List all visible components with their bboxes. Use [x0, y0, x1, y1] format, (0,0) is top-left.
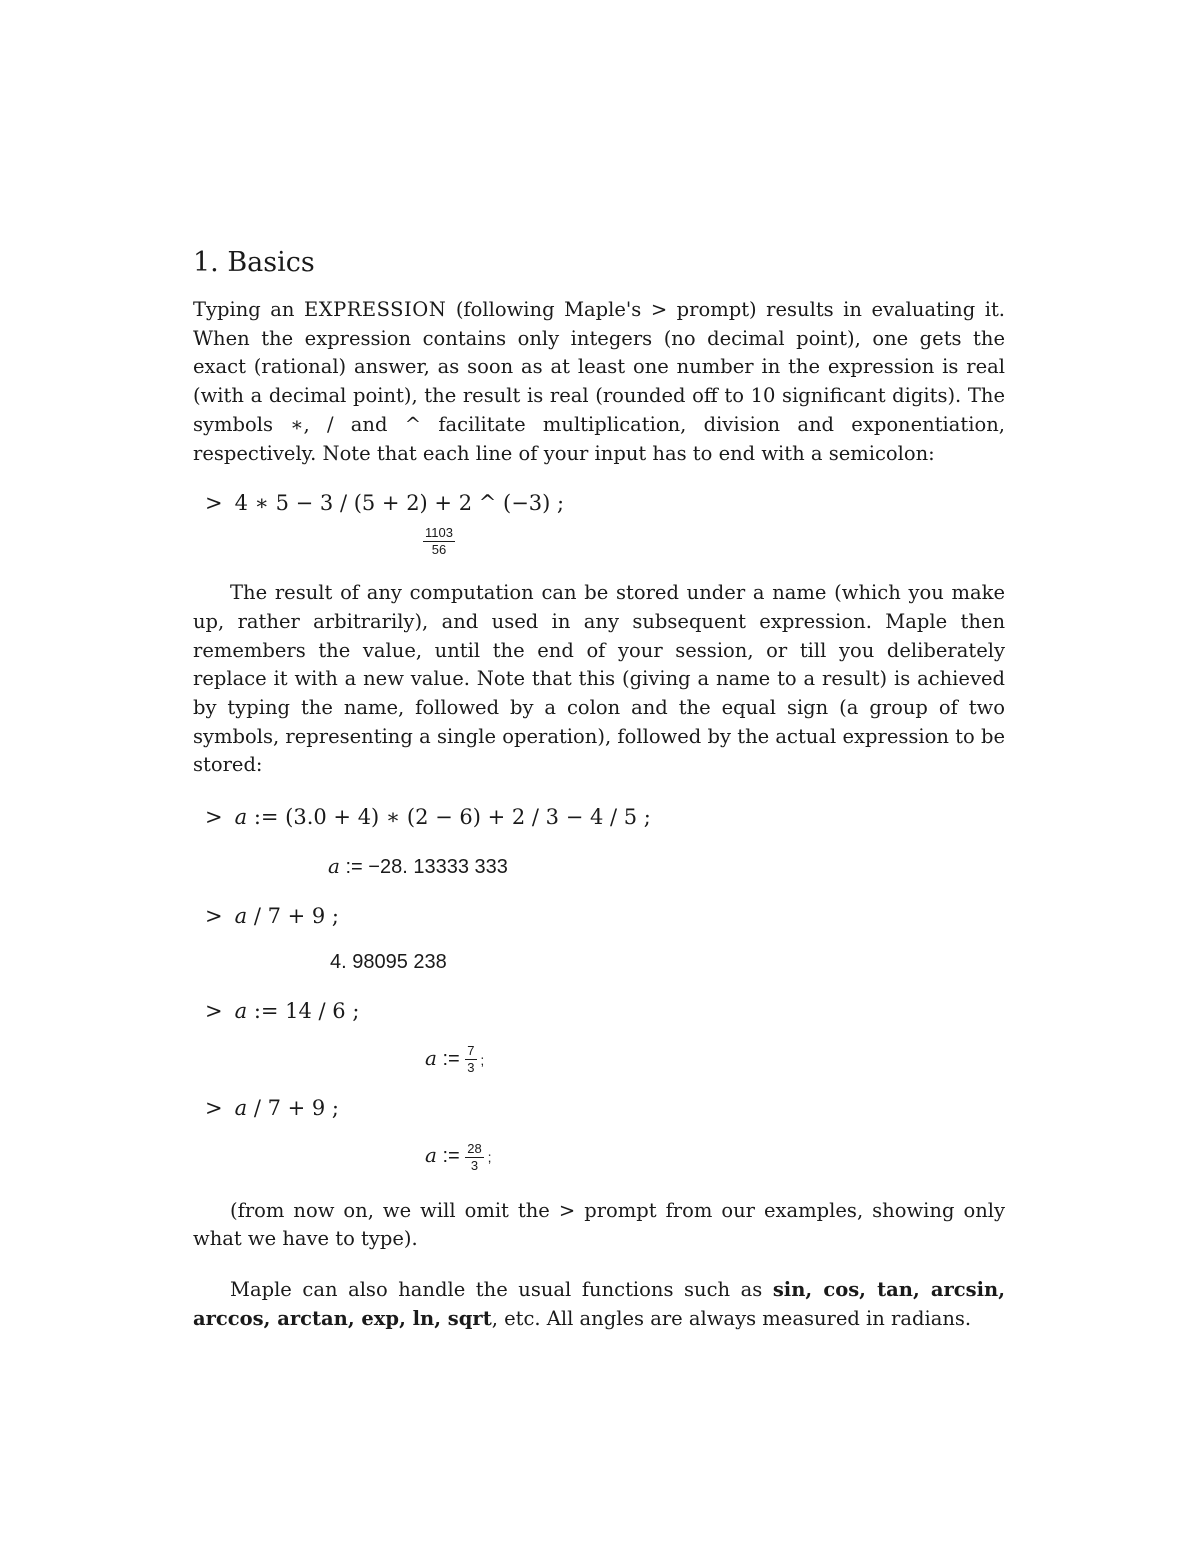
maple-input-5: > a / 7 + 9 ;: [205, 1096, 339, 1121]
prompt-symbol: >: [205, 1096, 223, 1121]
prompt-symbol: >: [205, 904, 223, 929]
section-title: 1. Basics: [193, 247, 315, 278]
paragraph-functions: Maple can also handle the usual functions such as sin, cos, tan, arcsin, arccos, arctan, exp, ln, sqrt, etc. All angles are always measured in radians.: [193, 1277, 1006, 1330]
maple-input-1: > 4 ∗ 5 − 3 / (5 + 2) + 2 ^ (−3) ;: [205, 491, 565, 516]
maple-output-3: 4. 98095 238: [330, 951, 447, 974]
prompt-symbol: >: [205, 491, 223, 516]
fraction: $\frac{1103}{56}$: [425, 525, 453, 558]
fraction: $\frac{7}{3}$: [467, 1043, 475, 1076]
maple-output-5: a := $\frac{28}{3}$ ;: [425, 1140, 492, 1173]
prompt-symbol: >: [205, 999, 223, 1024]
page-content: [193, 240, 1005, 1333]
maple-input-3: > a / 7 + 9 ;: [205, 904, 339, 929]
maple-output-2: a := −28. 13333 333: [328, 854, 508, 879]
prompt-symbol: >: [205, 805, 223, 830]
paragraph-naming: The result of any computation can be stored under a name (which you make up, rather arbitrarily), and used in any subsequent expression. Maple then remembers the value, until the end of your session, or till you deliberately replace it with a new value. Note that this (giving a name to a result) is achieved by typing the name, followed by a colon and the equal sign (a group of two symbols, representing a single operation), followed by the actual expression to be stored:: [193, 581, 1005, 777]
keyword-expression: EXPRESSION: [304, 298, 447, 321]
maple-input-4: > a := 14 / 6 ;: [205, 999, 360, 1024]
paragraph-intro: Typing an EXPRESSION (following Maple's > prompt) results in evaluating it. When the expression contains only integers (no decimal point), one gets the exact (rational) answer, as soon as at least one number in the expression is real (with a decimal point), the result is real (rounded off to 10 significant digits). The symbols ∗, / and ^ facilitate multiplication, division and exponentiation, respectively. Note that each line of your input has to end with a semicolon:: [193, 298, 1005, 465]
maple-output-4: a := $\frac{7}{3}$ ;: [425, 1043, 485, 1076]
maple-input-2: > a := (3.0 + 4) ∗ (2 − 6) + 2 / 3 − 4 / 5 ;: [205, 805, 651, 830]
function-list: sin, cos, tan, arcsin, arccos, arctan, exp, ln, sqrt: [193, 1277, 1006, 1330]
fraction: $\frac{28}{3}$: [467, 1140, 482, 1173]
maple-output-1: [193, 526, 1005, 557]
paragraph-omit-prompt: (from now on, we will omit the > prompt from our examples, showing only what we have to type).: [193, 1198, 1005, 1251]
